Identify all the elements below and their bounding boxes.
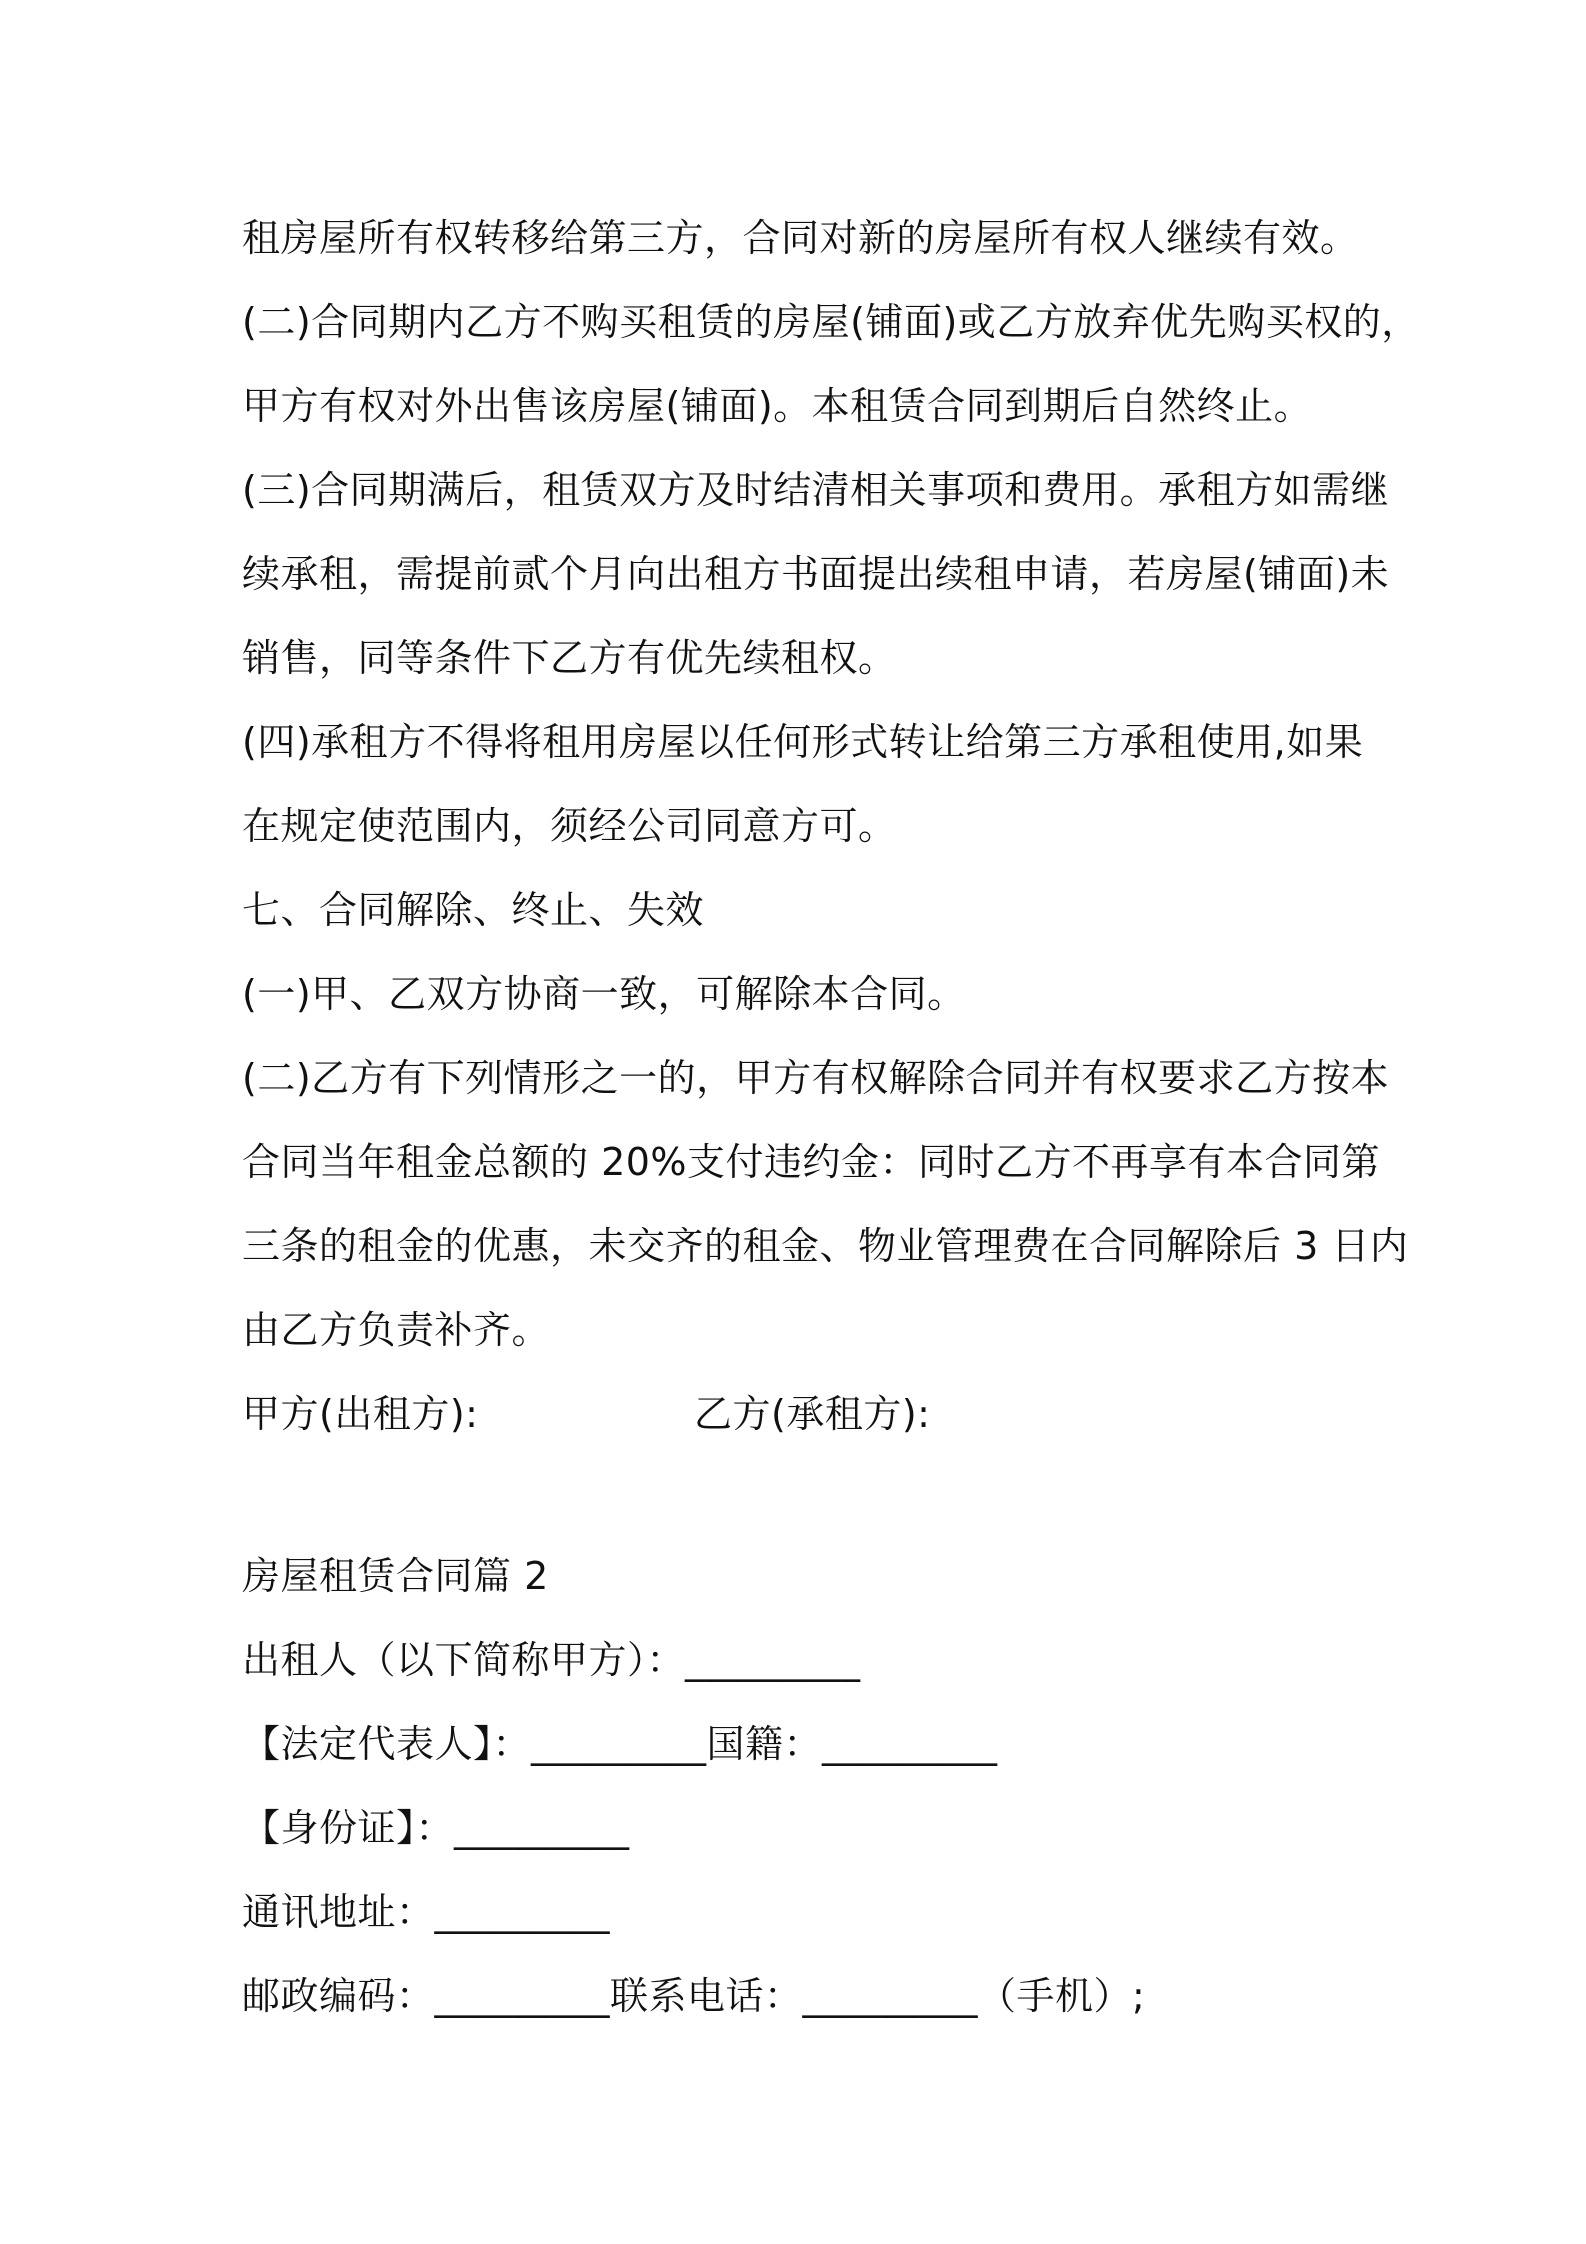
paragraph-line: 销售，同等条件下乙方有优先续租权。	[242, 636, 897, 680]
form-line-legal-representative: 【法定代表人】：_________国籍：_________	[242, 1722, 998, 1766]
paragraph-line: (一)甲、乙双方协商一致，可解除本合同。	[242, 972, 966, 1016]
paragraph-line: 租房屋所有权转移给第三方，合同对新的房屋所有权人继续有效。	[242, 216, 1359, 260]
paragraph-line: 由乙方负责补齐。	[242, 1308, 551, 1352]
form-line-lessor: 出租人（以下简称甲方）：_________	[242, 1638, 861, 1682]
party-b-signature: 乙方(承租方):	[694, 1392, 931, 1436]
form-line-id-card: 【身份证】：_________	[242, 1806, 630, 1850]
paragraph-line: (二)乙方有下列情形之一的，甲方有权解除合同并有权要求乙方按本	[242, 1056, 1390, 1100]
party-a-signature: 甲方(出租方):	[242, 1392, 479, 1436]
form-line-address: 通讯地址：_________	[242, 1890, 611, 1934]
paragraph-line: (四)承租方不得将租用房屋以任何形式转让给第三方承租使用,如果	[242, 720, 1364, 764]
signature-row	[242, 1372, 1362, 1456]
paragraph-line: (三)合同期满后，租赁双方及时结清相关事项和费用。承租方如需继	[242, 468, 1390, 512]
paragraph-line: 合同当年租金总额的 20%支付违约金：同时乙方不再享有本合同第	[242, 1140, 1381, 1184]
spacer	[242, 1456, 1362, 1534]
form-line-postal-phone: 邮政编码：_________联系电话：_________（手机）;	[242, 1974, 1146, 2018]
paragraph-line: 在规定使范围内，须经公司同意方可。	[242, 804, 897, 848]
document-body	[242, 196, 1420, 2038]
paragraph-line: 甲方有权对外出售该房屋(铺面)。本租赁合同到期后自然终止。	[242, 384, 1313, 428]
paragraph-line: 续承租，需提前贰个月向出租方书面提出续租申请，若房屋(铺面)未	[242, 552, 1390, 596]
paragraph-line: (二)合同期内乙方不购买租赁的房屋(铺面)或乙方放弃优先购买权的，	[242, 300, 1420, 344]
section-title: 房屋租赁合同篇 2	[242, 1554, 549, 1598]
paragraph-line: 三条的租金的优惠，未交齐的租金、物业管理费在合同解除后 3 日内	[242, 1224, 1409, 1268]
section-heading: 七、合同解除、终止、失效	[242, 888, 705, 932]
